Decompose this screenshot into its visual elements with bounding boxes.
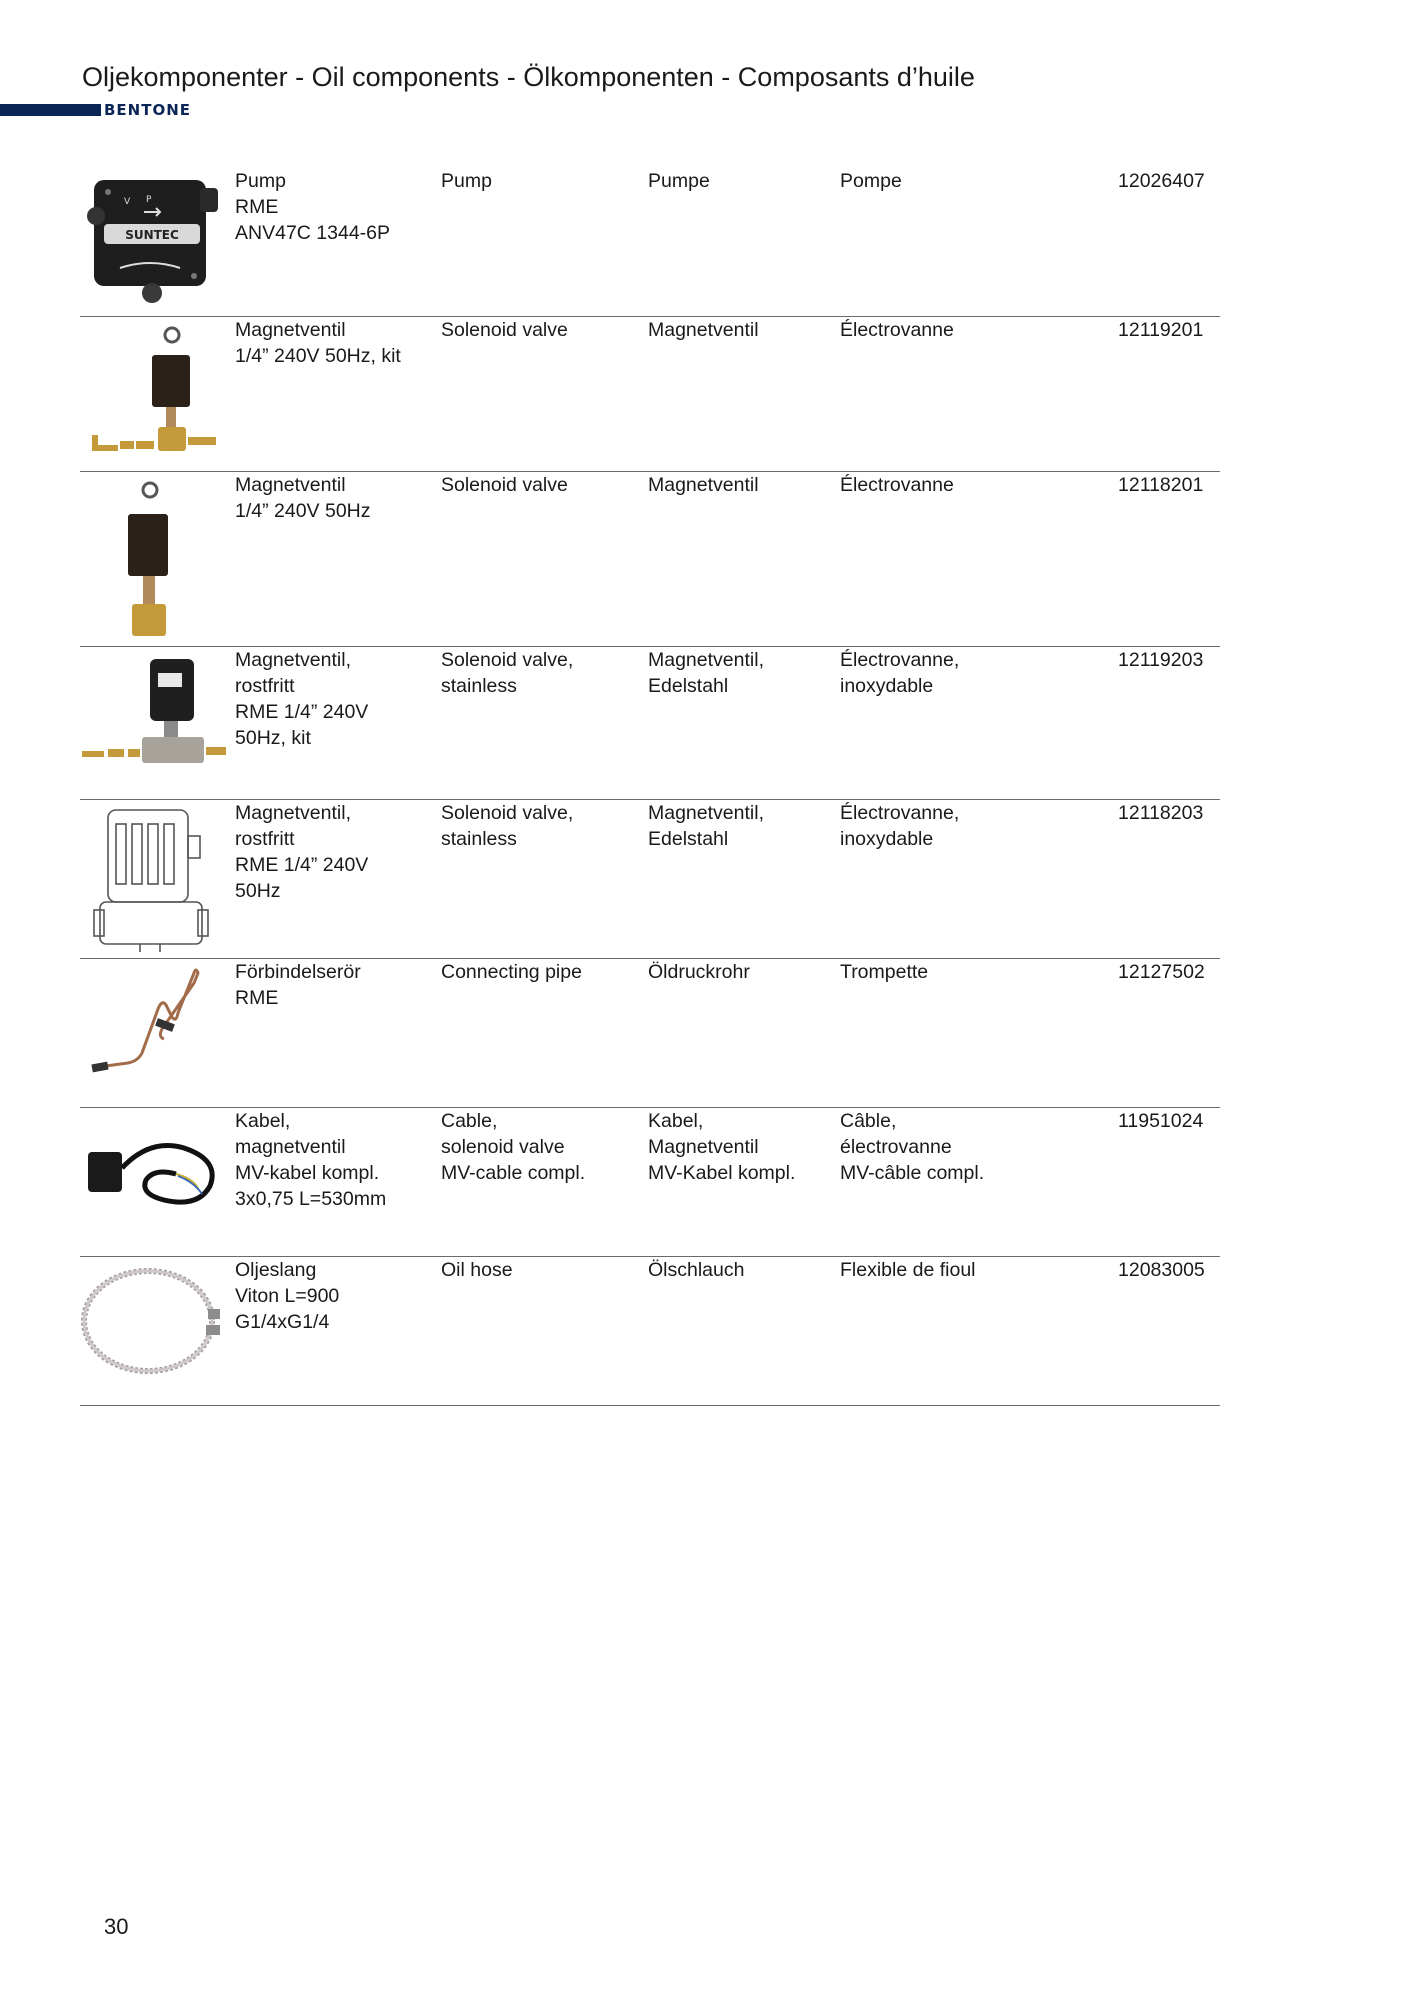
oil-hose-image — [80, 1257, 230, 1405]
description-fr: Électrovanne, inoxydable — [840, 802, 960, 850]
brand-label: BENTONE — [104, 101, 192, 119]
article-number: 12118203 — [1118, 802, 1204, 824]
article-number: 12127502 — [1118, 961, 1205, 983]
product-row — [80, 472, 1220, 647]
description-de: Ölschlauch — [648, 1259, 745, 1281]
valve-cable-image — [80, 1108, 230, 1256]
description-fr: Électrovanne — [840, 474, 954, 496]
product-row — [80, 317, 1220, 472]
product-row — [80, 168, 1220, 317]
description-fr: Trompette — [840, 961, 929, 983]
description-de: Pumpe — [648, 170, 710, 192]
article-number: 12119203 — [1118, 649, 1204, 671]
description-de: Magnetventil, Edelstahl — [648, 649, 764, 697]
article-number: 12118201 — [1118, 474, 1204, 496]
description-se: Kabel, magnetventil MV-kabel kompl. 3x0,75 L=530mm — [235, 1110, 387, 1210]
description-fr: Câble, électrovanne MV-câble compl. — [840, 1110, 985, 1184]
description-fr: Électrovanne — [840, 319, 954, 341]
product-table — [80, 168, 1220, 1406]
oil-pump-image — [80, 168, 230, 316]
article-number: 12026407 — [1118, 170, 1205, 192]
description-en: Solenoid valve, stainless — [441, 649, 574, 697]
description-en: Pump — [441, 170, 492, 192]
description-se: Magnetventil, rostfritt RME 1/4” 240V 50Hz — [235, 802, 369, 902]
page-number: 30 — [104, 1914, 129, 1939]
description-de: Magnetventil, Edelstahl — [648, 802, 764, 850]
product-row — [80, 1108, 1220, 1257]
description-de: Öldruckrohr — [648, 961, 750, 983]
solenoid-valve-stainless-drawing-image — [80, 800, 230, 958]
description-se: Magnetventil 1/4” 240V 50Hz — [235, 474, 371, 522]
description-se: Förbindelserör RME — [235, 961, 361, 1009]
description-se: Magnetventil 1/4” 240V 50Hz, kit — [235, 319, 401, 367]
description-de: Magnetventil — [648, 319, 759, 341]
description-fr: Flexible de fioul — [840, 1259, 976, 1281]
product-row — [80, 959, 1220, 1108]
description-en: Connecting pipe — [441, 961, 582, 983]
description-fr: Électrovanne, inoxydable — [840, 649, 960, 697]
svg-text:SUNTEC: SUNTEC — [125, 228, 179, 242]
product-row — [80, 647, 1220, 800]
description-en: Solenoid valve — [441, 319, 568, 341]
solenoid-valve-image — [80, 472, 230, 646]
svg-text:P: P — [146, 195, 152, 205]
description-en: Oil hose — [441, 1259, 513, 1281]
article-number: 12119201 — [1118, 319, 1204, 341]
description-en: Solenoid valve — [441, 474, 568, 496]
solenoid-valve-stainless-kit-image — [80, 647, 230, 799]
page-title: Oljekomponenter - Oil components - Ölkomponenten - Composants d’huile — [82, 62, 975, 92]
article-number: 11951024 — [1118, 1110, 1204, 1132]
description-en: Solenoid valve, stainless — [441, 802, 574, 850]
article-number: 12083005 — [1118, 1259, 1205, 1281]
product-row — [80, 1257, 1220, 1406]
description-se: Magnetventil, rostfritt RME 1/4” 240V 50Hz, kit — [235, 649, 369, 749]
description-se: Pump RME ANV47C 1344-6P — [235, 170, 391, 244]
description-de: Magnetventil — [648, 474, 759, 496]
description-de: Kabel, Magnetventil MV-Kabel kompl. — [648, 1110, 796, 1184]
brand-bar — [0, 104, 101, 116]
connecting-pipe-image — [80, 959, 230, 1107]
description-se: Oljeslang Viton L=900 G1/4xG1/4 — [235, 1259, 340, 1333]
svg-text:V: V — [124, 197, 131, 207]
description-fr: Pompe — [840, 170, 902, 192]
product-row — [80, 800, 1220, 959]
solenoid-valve-kit-image — [80, 317, 230, 471]
description-en: Cable, solenoid valve MV-cable compl. — [441, 1110, 586, 1184]
